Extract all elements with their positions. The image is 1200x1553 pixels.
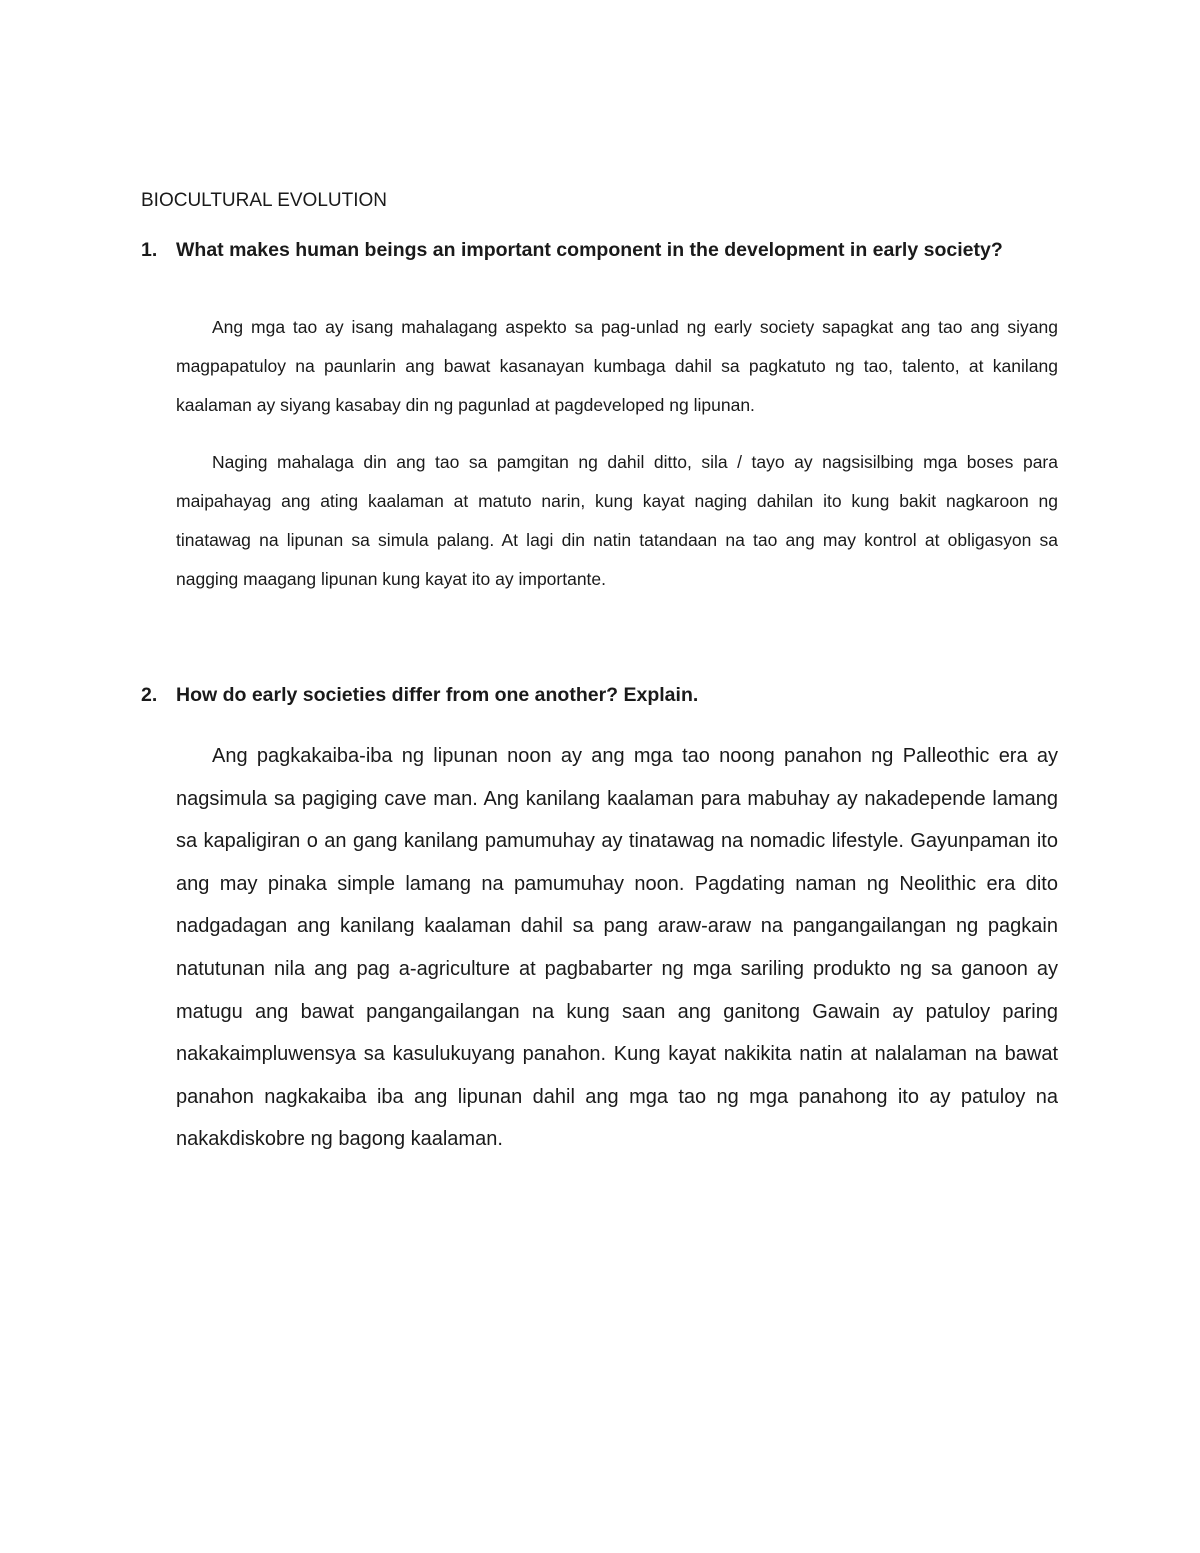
answer-2-paragraph-1: Ang pagkakaiba-iba ng lipunan noon ay ang mga tao noong panahon ng Palleothic era ay nagsimula sa pagiging cave man. Ang kanilang kaalaman para mabuhay ay nakadepende lamang sa kapaligiran o an gang kanilang pamumuhay ay tinatawag na nomadic lifestyle. Gayunpaman ito ang may pinaka simple lamang na pamumuhay noon. Pagdating naman ng Neolithic era dito nadgadagan ang kanilang kaalaman dahil sa pang araw-araw na pangangailangan ng pagkain natutunan nila ang pag a-agriculture at pagbabarter ng mga sariling produkto ng sa ganoon ay matugu ang bawat pangangailangan na kung saan ang ganitong Gawain ay patuloy paring nakakaimpluwensya sa kasulukuyang panahon. Kung kayat nakikita natin at nalalaman na bawat panahon nagkakaiba iba ang lipunan dahil ang mga tao ng mga panahong ito ay patuloy na nakakdiskobre ng bagong kaalaman. [176, 745, 1058, 1151]
question-1 [141, 233, 1058, 267]
question-1-text: What makes human beings an important component in the development in early society? [176, 239, 1003, 261]
question-2 [141, 678, 1058, 712]
question-2-number: 2. [141, 684, 158, 706]
document-title: BIOCULTURAL EVOLUTION [141, 190, 387, 211]
question-2-text: How do early societies differ from one another? Explain. [176, 684, 699, 706]
question-1-number: 1. [141, 239, 158, 261]
answer-1-paragraph-1: Ang mga tao ay isang mahalagang aspekto sa pag-unlad ng early society sapagkat ang tao ang siyang magpapatuloy na paunlarin ang bawat kasanayan kumbaga dahil sa pagkatuto ng tao, talento, at kanilang kaalaman ay siyang kasabay din ng pagunlad at pagdeveloped ng lipunan. [176, 317, 1058, 415]
answer-1-paragraph-2: Naging mahalaga din ang tao sa pamgitan ng dahil ditto, sila / tayo ay nagsisilbing mga boses para maipahayag ang ating kaalaman at matuto narin, kung kayat naging dahilan ito kung bakit nagkaroon ng tinatawag na lipunan sa simula palang. At lagi din natin tatandaan na tao ang may kontrol at obligasyon sa nagging maagang lipunan kung kayat ito ay importante. [176, 452, 1058, 589]
